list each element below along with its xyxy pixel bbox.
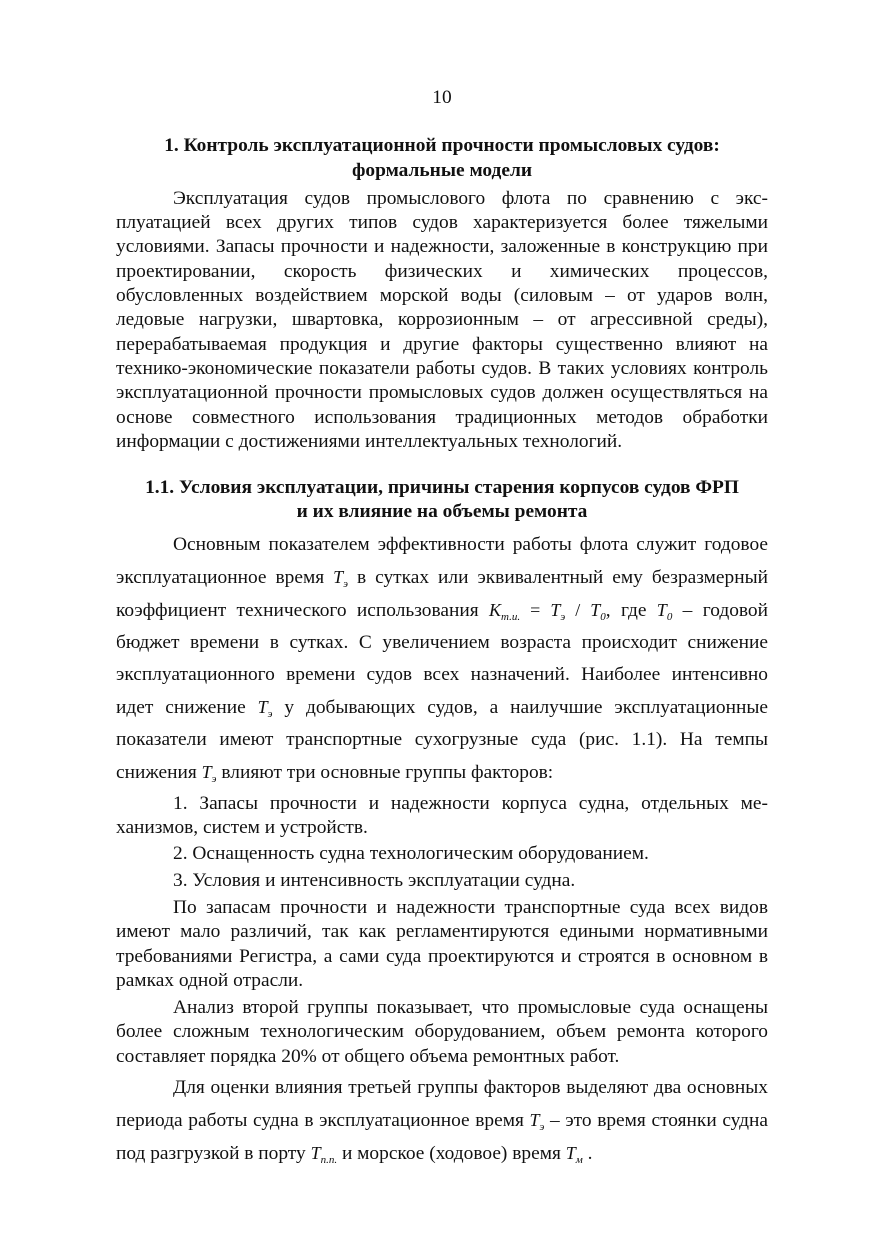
division-sign: / <box>565 599 591 620</box>
paragraph-operating-time <box>116 529 768 789</box>
text-run: и морское (ходовое) время <box>337 1143 566 1165</box>
text-run: . <box>582 1143 593 1165</box>
text-run: Для оценки влияния третьей группы факторов выделяют два основных периода работы судна в эксплуатационное время <box>116 1077 768 1132</box>
symbol-T-e: $T_э$ <box>257 696 273 720</box>
symbol-T-e: $T_э$ <box>529 1110 545 1134</box>
chapter-heading-line1: 1. Контроль эксплуатационной прочности промысловых судов: <box>164 135 720 157</box>
text-run: в сутках или эквивалентный ему безразмерный коэффициент технического использования <box>116 566 768 621</box>
chapter-heading <box>116 134 768 183</box>
text-run: – годовой бюджет времени в сутках. С увеличением возраста происходит снижение эксплуатационного времени судов всех назначений. Наиболее интенсивно идет снижение <box>116 599 768 718</box>
paragraph-second-group: Анализ второй группы показывает, что промысловые суда оснащены более сложным технологическим оборудованием, объем ремонта которого составляет порядка 20% от общего объема ремонтных работ. <box>116 997 768 1067</box>
text-run: – это время стоянки судна под разгрузкой в порту <box>116 1110 769 1165</box>
symbol-T-0: $T_0$ <box>590 599 606 623</box>
section-heading-line2: и их влияние на объемы ремонта <box>296 501 588 523</box>
text-run: , где <box>605 599 657 621</box>
document-page <box>116 86 768 1170</box>
factor-item-3: 3. Условия и интенсивность эксплуатации судна. <box>173 869 576 891</box>
section-heading <box>116 476 768 525</box>
symbol-T-e: $T_э$ <box>333 566 348 590</box>
factor-item-2: 2. Оснащенность судна технологическим оборудованием. <box>173 843 649 865</box>
symbol-T-e: $T_э$ <box>550 599 566 623</box>
paragraph-third-group <box>116 1072 768 1170</box>
equals-sign: = <box>520 599 551 620</box>
text-run: влияют три основные группы факторов: <box>216 761 554 783</box>
page-number: 10 <box>432 87 452 108</box>
symbol-T-0: $T_0$ <box>656 599 673 623</box>
factor-item-1: 1. Запасы прочности и надежности корпуса судна, отдельных механизмов, систем и устройств. <box>116 792 768 839</box>
symbol-T-pp: $T_{п.п.}$ <box>310 1143 338 1167</box>
symbol-T-e: $T_э$ <box>201 761 217 785</box>
section-heading-line1: 1.1. Условия эксплуатации, причины старения корпусов судов ФРП <box>145 477 739 499</box>
chapter-heading-line2: формальные модели <box>352 159 532 181</box>
symbol-K-ti: $K_{т.и.}$ <box>489 599 521 623</box>
text-run: Основным показателем эффективности работы флота служит годовое эксплуатационное время <box>116 533 768 588</box>
paragraph-strength-reserves: По запасам прочности и надежности транспортные суда всех видов имеют мало различий, так как регламентируются едиными нормативными требованиями Регистра, а сами суда проектируются и строятся в основном в рамках одной отрасли. <box>116 896 768 991</box>
intro-paragraph: Эксплуатация судов промыслового флота по сравнению с эксплуатацией всех других типов судов характеризуется более тяжелыми условиями. Запасы прочности и надежности, заложенные в конструкцию при проектировании, скорость физических и химических процессов, обусловленных воздействием морской воды (силовым – от ударов волн, ледовые нагрузки, швартовка, коррозионным – от агрессивной среды), перерабатываемая продукция и другие факторы существенно влияют на технико-экономические показатели работы судов. В таких условиях контроль эксплуатационной прочности промысловых судов должен осуществляться на основе совместного использования традиционных методов обработки информации с достижениями интеллектуальных технологий. <box>116 187 768 452</box>
symbol-T-m: $T_м$ <box>565 1143 583 1167</box>
text-run: у добывающих судов, а наилучшие эксплуатационные показатели имеют транспортные сухогрузные суда (рис. 1.1). На темпы снижения <box>116 696 768 783</box>
